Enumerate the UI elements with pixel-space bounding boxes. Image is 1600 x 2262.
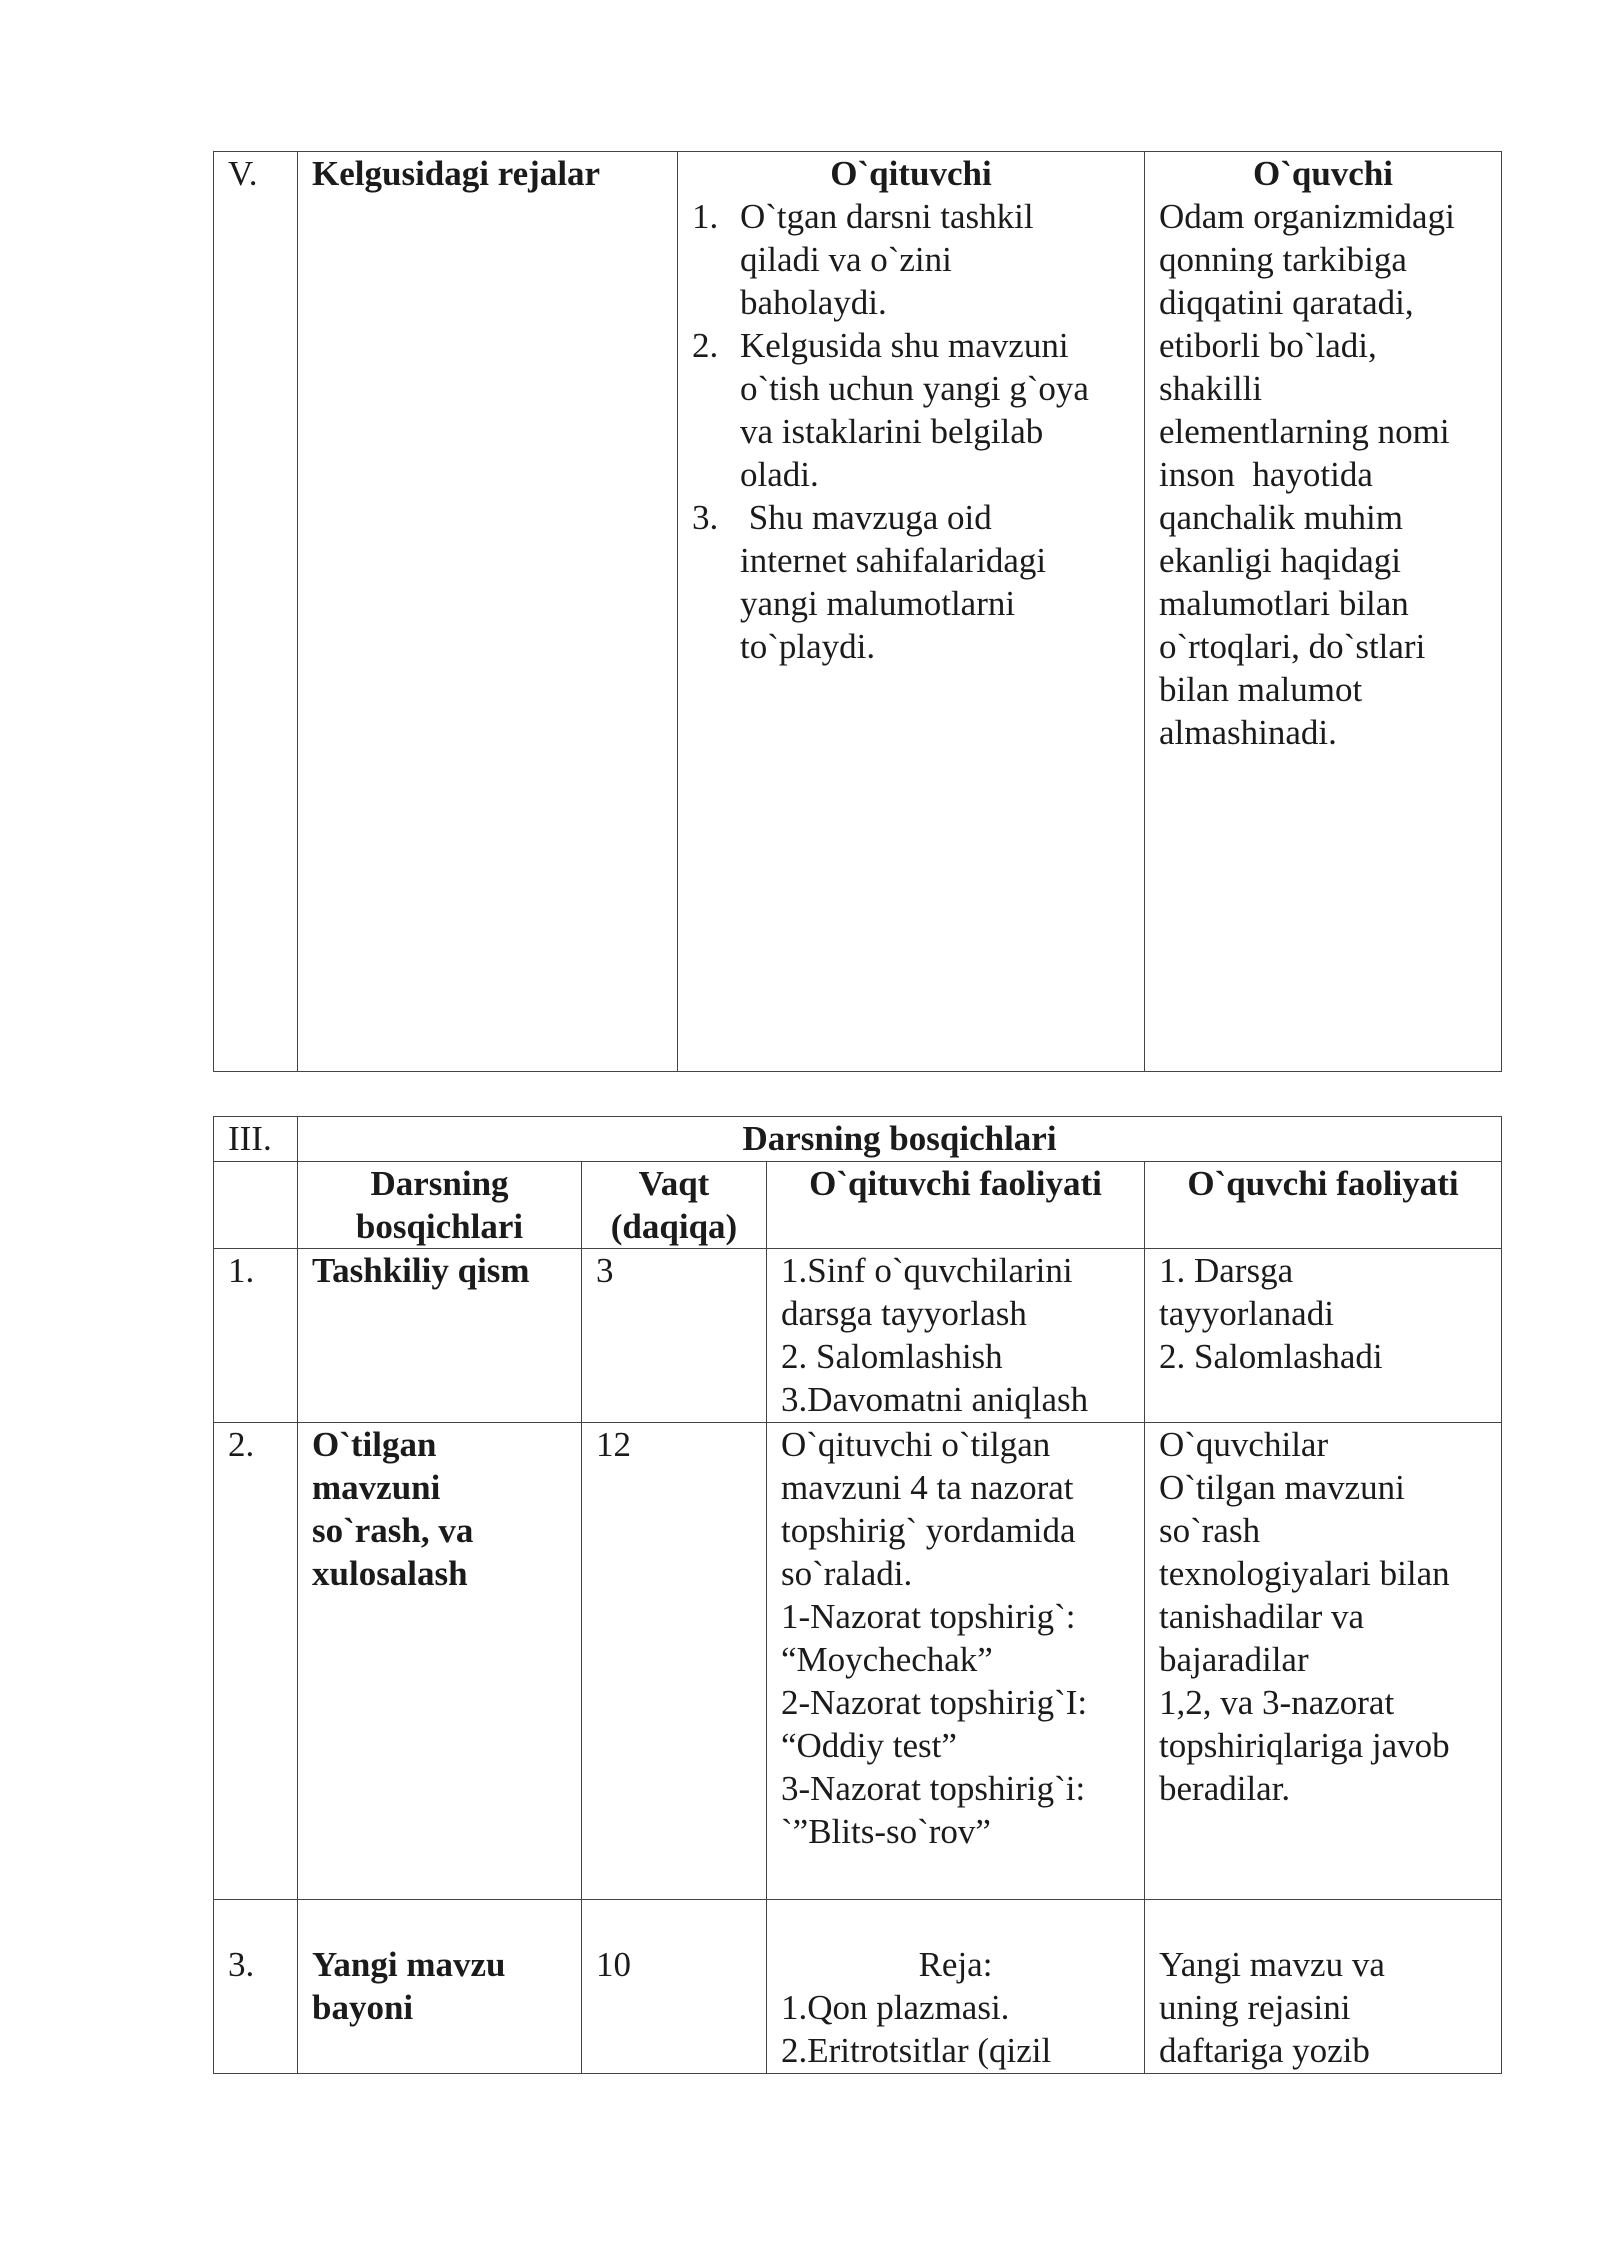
student-plan-cell [1145, 152, 1502, 1072]
table-row [214, 1900, 1502, 2074]
column-header: O`quvchi faoliyati [1187, 1164, 1459, 1203]
student-activity-line: tayyorlanadi [1159, 1294, 1334, 1333]
header-empty-cell [214, 1162, 298, 1249]
time-cell [582, 1423, 767, 1900]
list-item-text: qiladi va o`zini [740, 240, 952, 279]
teacher-activity-line: 1.Sinf o`quvchilarini [781, 1251, 1073, 1290]
student-text-line: inson hayotida [1159, 455, 1373, 494]
student-header: O`quvchi [1252, 154, 1394, 193]
column-header: bosqichlari [355, 1207, 524, 1246]
stage-cell [298, 1249, 582, 1423]
student-activity-cell [1145, 1249, 1502, 1423]
row-number-cell [214, 1423, 298, 1900]
student-activity-line: beradilar. [1159, 1769, 1291, 1808]
student-text-line: o`rtoqlari, do`stlari [1159, 627, 1426, 666]
stage-cell [298, 1423, 582, 1900]
student-activity-line: topshiriqlariga javob [1159, 1726, 1450, 1765]
student-activity-line: daftariga yozib [1159, 2031, 1370, 2070]
section-title-cell [298, 1117, 1502, 1162]
list-item-text: va istaklarini belgilab [740, 412, 1044, 451]
teacher-activity-line: “Moychechak” [781, 1640, 993, 1679]
student-activity-cell [1145, 1423, 1502, 1900]
student-text-line: malumotlari bilan [1159, 584, 1409, 623]
list-item-number: 3. [692, 498, 719, 537]
student-activity-line: 2. Salomlashadi [1159, 1337, 1383, 1376]
teacher-activity-line: so`raladi. [781, 1554, 913, 1593]
time-value: 3 [596, 1251, 614, 1290]
teacher-activity-line: 1.Qon plazmasi. [781, 1988, 1010, 2027]
student-text-line: etiborli bo`ladi, [1159, 326, 1377, 365]
list-item-text: oladi. [740, 455, 819, 494]
student-activity-line: uning rejasini [1159, 1988, 1351, 2027]
student-text-line: shakilli [1159, 369, 1263, 408]
teacher-activity-line: `”Blits-so`rov” [781, 1812, 991, 1851]
student-activity-line: O`tilgan mavzuni [1159, 1468, 1405, 1507]
table-row [214, 1249, 1502, 1423]
lesson-stages-table [213, 1116, 1502, 2074]
stage-name: O`tilgan [312, 1425, 437, 1464]
section-number-cell [214, 152, 298, 1072]
teacher-activity-line: 2.Eritrotsitlar (qizil [781, 2031, 1052, 2070]
header-stage-cell [298, 1162, 582, 1249]
stage-name: xulosalash [312, 1554, 468, 1593]
teacher-plan-list [692, 195, 1130, 668]
teacher-activity-cell [767, 1900, 1145, 2074]
column-header: Darsning [370, 1164, 509, 1203]
student-activity-line: Yangi mavzu va [1159, 1945, 1385, 1984]
student-text-line: Odam organizmidagi [1159, 197, 1455, 236]
student-activity-cell [1145, 1900, 1502, 2074]
row-number-cell [214, 1900, 298, 2074]
student-text-line: qonning tarkibiga [1159, 240, 1407, 279]
teacher-activity-line: mavzuni 4 ta nazorat [781, 1468, 1074, 1507]
section-title: Darsning bosqichlari [742, 1119, 1057, 1158]
student-activity-line: texnologiyalari bilan [1159, 1554, 1450, 1593]
list-item-text: baholaydi. [740, 283, 887, 322]
list-item-number: 1. [692, 197, 719, 236]
stage-name: mavzuni [312, 1468, 441, 1507]
student-activity-line: O`quvchilar [1159, 1425, 1329, 1464]
list-item-text: Kelgusida shu mavzuni [740, 326, 1069, 365]
teacher-activity-line: 1-Nazorat topshirig`: [781, 1597, 1076, 1636]
teacher-plan-cell [678, 152, 1145, 1072]
list-item [692, 496, 1130, 668]
row-number-cell [214, 1249, 298, 1423]
student-activity-line: so`rash [1159, 1511, 1261, 1550]
column-header: (daqiqa) [610, 1207, 738, 1246]
list-item-number: 2. [692, 326, 719, 365]
student-text-line: bilan malumot [1159, 670, 1363, 709]
header-student-cell [1145, 1162, 1502, 1249]
section-title: Kelgusidagi rejalar [312, 154, 601, 193]
table-row [214, 1423, 1502, 1900]
section-number: III. [228, 1119, 272, 1158]
section-number-cell [214, 1117, 298, 1162]
teacher-activity-line: topshirig` yordamida [781, 1511, 1076, 1550]
row-number: 3. [228, 1945, 255, 1984]
teacher-activity-line: 2. Salomlashish [781, 1337, 1003, 1376]
stage-name: Yangi mavzu [312, 1945, 506, 1984]
student-activity-line: 1,2, va 3-nazorat [1159, 1683, 1395, 1722]
time-cell [582, 1900, 767, 2074]
list-item-text: o`tish uchun yangi g`oya [740, 369, 1089, 408]
student-activity-line: bajaradilar [1159, 1640, 1309, 1679]
list-item-text: to`playdi. [740, 627, 876, 666]
list-item-text: Shu mavzuga oid [740, 498, 992, 537]
student-text-line: diqqatini qaratadi, [1159, 283, 1414, 322]
student-text-line: almashinadi. [1159, 713, 1337, 752]
row-number: 1. [228, 1251, 255, 1290]
list-item-text: yangi malumotlarni [740, 584, 1016, 623]
student-activity-line: tanishadilar va [1159, 1597, 1365, 1636]
stage-cell [298, 1900, 582, 2074]
teacher-activity-cell [767, 1249, 1145, 1423]
stage-name: so`rash, va [312, 1511, 474, 1550]
future-plans-table [213, 151, 1502, 1072]
list-item-text: O`tgan darsni tashkil [740, 197, 1034, 236]
teacher-activity-line: darsga tayyorlash [781, 1294, 1027, 1333]
column-header: O`qituvchi faoliyati [809, 1164, 1102, 1203]
teacher-activity-line: 3.Davomatni aniqlash [781, 1380, 1089, 1419]
student-text-line: qanchalik muhim [1159, 498, 1403, 537]
student-text-line: ekanligi haqidagi [1159, 541, 1402, 580]
header-teacher-cell [767, 1162, 1145, 1249]
column-header: Vaqt [638, 1164, 710, 1203]
stage-name: bayoni [312, 1988, 414, 2027]
header-time-cell [582, 1162, 767, 1249]
list-item [692, 195, 1130, 324]
teacher-activity-line: 3-Nazorat topshirig`i: [781, 1769, 1086, 1808]
list-item-text: internet sahifalaridagi [740, 541, 1047, 580]
plan-heading: Reja: [918, 1945, 993, 1984]
list-item [692, 324, 1130, 496]
student-activity-line: 1. Darsga [1159, 1251, 1294, 1290]
teacher-activity-line: O`qituvchi o`tilgan [781, 1425, 1051, 1464]
time-value: 10 [596, 1945, 631, 1984]
section-title-cell [298, 152, 678, 1072]
stage-name: Tashkiliy qism [312, 1251, 530, 1290]
student-text-line: elementlarning nomi [1159, 412, 1450, 451]
row-number: 2. [228, 1425, 255, 1464]
time-cell [582, 1249, 767, 1423]
time-value: 12 [596, 1425, 631, 1464]
section-number: V. [228, 154, 258, 193]
teacher-activity-line: “Oddiy test” [781, 1726, 957, 1765]
teacher-activity-line: 2-Nazorat topshirig`I: [781, 1683, 1088, 1722]
teacher-header: O`qituvchi [830, 154, 992, 193]
teacher-activity-cell [767, 1423, 1145, 1900]
